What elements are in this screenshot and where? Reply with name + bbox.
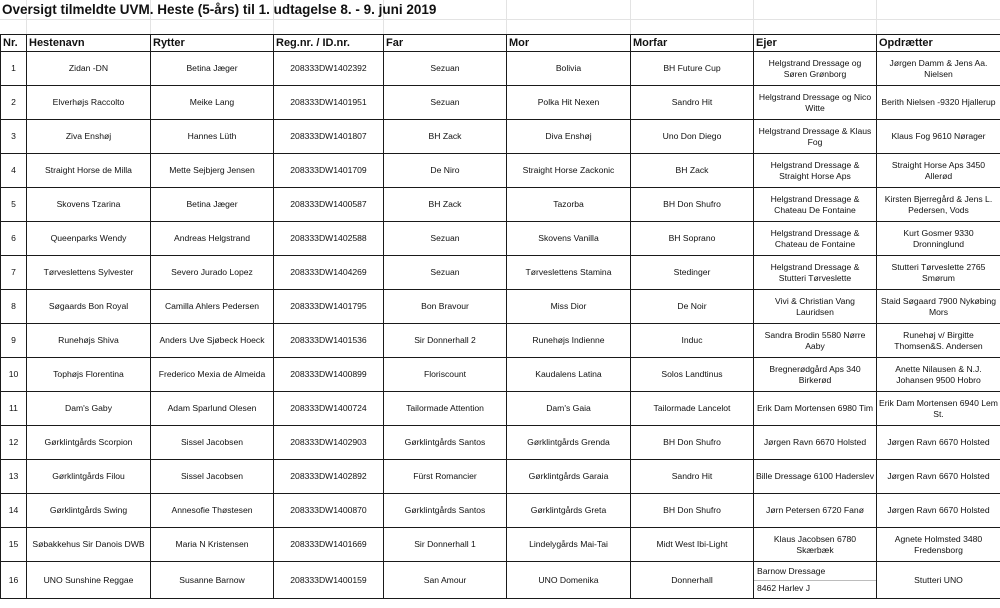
- dam-sire-cell: Tailormade Lancelot: [631, 392, 754, 426]
- header-col-rytter: Rytter: [151, 35, 274, 52]
- owner-cell: Bille Dressage 6100 Haderslev: [754, 460, 877, 494]
- sire-cell: BH Zack: [384, 188, 507, 222]
- dam-cell: Bolivia: [507, 52, 631, 86]
- table-row: [1, 86, 1000, 120]
- nr-cell: 5: [1, 188, 27, 222]
- horse-name-cell: Straight Horse de Milla: [27, 154, 151, 188]
- table-row: [1, 154, 1000, 188]
- rider-cell: Sissel Jacobsen: [151, 426, 274, 460]
- dam-sire-cell: Midt West Ibi-Light: [631, 528, 754, 562]
- rider-cell: Frederico Mexia de Almeida: [151, 358, 274, 392]
- sire-cell: Sezuan: [384, 222, 507, 256]
- breeder-cell: Staid Søgaard 7900 Nykøbing Mors: [877, 290, 1000, 324]
- dam-cell: Diva Enshøj: [507, 120, 631, 154]
- rider-cell: Betina Jæger: [151, 188, 274, 222]
- table-row: [1, 188, 1000, 222]
- dam-cell: Polka Hit Nexen: [507, 86, 631, 120]
- table-row: [1, 392, 1000, 426]
- rider-cell: Camilla Ahlers Pedersen: [151, 290, 274, 324]
- breeder-cell: Jørgen Ravn 6670 Holsted: [877, 494, 1000, 528]
- nr-cell: 12: [1, 426, 27, 460]
- dam-sire-cell: Solos Landtinus: [631, 358, 754, 392]
- sire-cell: Sezuan: [384, 256, 507, 290]
- rider-cell: Andreas Helgstrand: [151, 222, 274, 256]
- nr-cell: 4: [1, 154, 27, 188]
- reg-id-cell: 208333DW1401669: [274, 528, 384, 562]
- reg-id-cell: 208333DW1402392: [274, 52, 384, 86]
- nr-cell: 6: [1, 222, 27, 256]
- breeder-cell: Straight Horse Aps 3450 Allerød: [877, 154, 1000, 188]
- sire-cell: Bon Bravour: [384, 290, 507, 324]
- header-col-opdraetter: Opdrætter: [877, 35, 1000, 52]
- nr-cell: 11: [1, 392, 27, 426]
- header-col-morfar: Morfar: [631, 35, 754, 52]
- dam-sire-cell: Uno Don Diego: [631, 120, 754, 154]
- sire-cell: De Niro: [384, 154, 507, 188]
- sire-cell: Gørklintgårds Santos: [384, 494, 507, 528]
- nr-cell: 14: [1, 494, 27, 528]
- sire-cell: BH Zack: [384, 120, 507, 154]
- registrations-table: [0, 34, 1000, 599]
- dam-cell: Gørklintgårds Garaia: [507, 460, 631, 494]
- header-col-ejer: Ejer: [754, 35, 877, 52]
- horse-name-cell: UNO Sunshine Reggae: [27, 562, 151, 599]
- rider-cell: Maria N Kristensen: [151, 528, 274, 562]
- horse-name-cell: Gørklintgårds Swing: [27, 494, 151, 528]
- sire-cell: Sezuan: [384, 52, 507, 86]
- table-row: [1, 494, 1000, 528]
- table-row: [1, 426, 1000, 460]
- rider-cell: Betina Jæger: [151, 52, 274, 86]
- breeder-cell: Jørgen Ravn 6670 Holsted: [877, 460, 1000, 494]
- dam-cell: Gørklintgårds Grenda: [507, 426, 631, 460]
- table-row: [1, 256, 1000, 290]
- owner-cell: Jørgen Ravn 6670 Holsted: [754, 426, 877, 460]
- rider-cell: Hannes Lüth: [151, 120, 274, 154]
- dam-cell: Miss Dior: [507, 290, 631, 324]
- header-col-nr: Nr.: [1, 35, 27, 52]
- horse-name-cell: Gørklintgårds Filou: [27, 460, 151, 494]
- table-row: [1, 222, 1000, 256]
- owner-line: Barnow Dressage: [757, 566, 826, 576]
- horse-name-cell: Gørklintgårds Scorpion: [27, 426, 151, 460]
- dam-sire-cell: BH Zack: [631, 154, 754, 188]
- breeder-cell: Klaus Fog 9610 Nørager: [877, 120, 1000, 154]
- horse-name-cell: Søbakkehus Sir Danois DWB: [27, 528, 151, 562]
- nr-cell: 8: [1, 290, 27, 324]
- rider-cell: Adam Sparlund Olesen: [151, 392, 274, 426]
- owner-line: 8462 Harlev J: [754, 580, 876, 597]
- table-row: [1, 528, 1000, 562]
- rider-cell: Annesofie Thøstesen: [151, 494, 274, 528]
- table-row: [1, 290, 1000, 324]
- dam-cell: Lindelygårds Mai-Tai: [507, 528, 631, 562]
- owner-cell: Bregnerødgård Aps 340 Birkerød: [754, 358, 877, 392]
- owner-cell: Helgstrand Dressage & Stutteri Tørveslette: [754, 256, 877, 290]
- horse-name-cell: Ziva Enshøj: [27, 120, 151, 154]
- owner-cell: Helgstrand Dressage & Chateau De Fontaine: [754, 188, 877, 222]
- table-row: [1, 324, 1000, 358]
- rider-cell: Sissel Jacobsen: [151, 460, 274, 494]
- dam-cell: Straight Horse Zackonic: [507, 154, 631, 188]
- sire-cell: San Amour: [384, 562, 507, 599]
- nr-cell: 15: [1, 528, 27, 562]
- reg-id-cell: 208333DW1400724: [274, 392, 384, 426]
- owner-cell: Erik Dam Mortensen 6980 Tim: [754, 392, 877, 426]
- dam-sire-cell: Induc: [631, 324, 754, 358]
- breeder-cell: Agnete Holmsted 3480 Fredensborg: [877, 528, 1000, 562]
- dam-cell: Runehøjs Indienne: [507, 324, 631, 358]
- owner-cell: Helgstrand Dressage & Straight Horse Aps: [754, 154, 877, 188]
- header-col-hestenavn: Hestenavn: [27, 35, 151, 52]
- sire-cell: Floriscount: [384, 358, 507, 392]
- horse-name-cell: Tophøjs Florentina: [27, 358, 151, 392]
- reg-id-cell: 208333DW1402588: [274, 222, 384, 256]
- breeder-cell: Kurt Gosmer 9330 Dronninglund: [877, 222, 1000, 256]
- nr-cell: 10: [1, 358, 27, 392]
- dam-sire-cell: BH Future Cup: [631, 52, 754, 86]
- owner-cell: Helgstrand Dressage & Chateau de Fontaine: [754, 222, 877, 256]
- sire-cell: Gørklintgårds Santos: [384, 426, 507, 460]
- breeder-cell: Anette Nilausen & N.J. Johansen 9500 Hobro: [877, 358, 1000, 392]
- reg-id-cell: 208333DW1400159: [274, 562, 384, 599]
- dam-sire-cell: De Noir: [631, 290, 754, 324]
- reg-id-cell: 208333DW1402892: [274, 460, 384, 494]
- rider-cell: Susanne Barnow: [151, 562, 274, 599]
- reg-id-cell: 208333DW1401951: [274, 86, 384, 120]
- nr-cell: 13: [1, 460, 27, 494]
- sheet-title: Oversigt tilmeldte UVM. Heste (5-års) til 1. udtagelse 8. - 9. juni 2019: [2, 2, 437, 17]
- nr-cell: 1: [1, 52, 27, 86]
- reg-id-cell: 208333DW1401795: [274, 290, 384, 324]
- owner-cell: Jørn Petersen 6720 Fanø: [754, 494, 877, 528]
- nr-cell: 16: [1, 562, 27, 599]
- rider-cell: Anders Uve Sjøbeck Hoeck: [151, 324, 274, 358]
- reg-id-cell: 208333DW1402903: [274, 426, 384, 460]
- table-row: [1, 460, 1000, 494]
- horse-name-cell: Søgaards Bon Royal: [27, 290, 151, 324]
- reg-id-cell: 208333DW1400899: [274, 358, 384, 392]
- nr-cell: 9: [1, 324, 27, 358]
- header-col-regnr: Reg.nr. / ID.nr.: [274, 35, 384, 52]
- dam-cell: Gørklintgårds Greta: [507, 494, 631, 528]
- breeder-cell: Stutteri Tørveslette 2765 Smørum: [877, 256, 1000, 290]
- dam-sire-cell: Sandro Hit: [631, 460, 754, 494]
- dam-sire-cell: BH Don Shufro: [631, 188, 754, 222]
- sire-cell: Fürst Romancier: [384, 460, 507, 494]
- horse-name-cell: Tørveslettens Sylvester: [27, 256, 151, 290]
- reg-id-cell: 208333DW1400587: [274, 188, 384, 222]
- reg-id-cell: 208333DW1401807: [274, 120, 384, 154]
- table-row: [1, 120, 1000, 154]
- rider-cell: Mette Sejbjerg Jensen: [151, 154, 274, 188]
- owner-cell: Vivi & Christian Vang Lauridsen: [754, 290, 877, 324]
- dam-sire-cell: BH Don Shufro: [631, 426, 754, 460]
- rider-cell: Meike Lang: [151, 86, 274, 120]
- reg-id-cell: 208333DW1401709: [274, 154, 384, 188]
- header-row: [1, 35, 1000, 52]
- horse-name-cell: Queenparks Wendy: [27, 222, 151, 256]
- reg-id-cell: 208333DW1400870: [274, 494, 384, 528]
- dam-sire-cell: Sandro Hit: [631, 86, 754, 120]
- reg-id-cell: 208333DW1401536: [274, 324, 384, 358]
- owner-cell: Helgstrand Dressage & Klaus Fog: [754, 120, 877, 154]
- dam-sire-cell: BH Soprano: [631, 222, 754, 256]
- nr-cell: 7: [1, 256, 27, 290]
- dam-cell: UNO Domenika: [507, 562, 631, 599]
- table-row: [1, 52, 1000, 86]
- rider-cell: Severo Jurado Lopez: [151, 256, 274, 290]
- horse-name-cell: Skovens Tzarina: [27, 188, 151, 222]
- reg-id-cell: 208333DW1404269: [274, 256, 384, 290]
- sire-cell: Sezuan: [384, 86, 507, 120]
- header-col-far: Far: [384, 35, 507, 52]
- breeder-cell: Stutteri UNO: [877, 562, 1000, 599]
- dam-sire-cell: BH Don Shufro: [631, 494, 754, 528]
- nr-cell: 3: [1, 120, 27, 154]
- owner-cell: [754, 562, 877, 599]
- header-col-mor: Mor: [507, 35, 631, 52]
- breeder-cell: Runehøj v/ Birgitte Thomsen&S. Andersen: [877, 324, 1000, 358]
- sire-cell: Tailormade Attention: [384, 392, 507, 426]
- horse-name-cell: Runehøjs Shiva: [27, 324, 151, 358]
- sire-cell: Sir Donnerhall 2: [384, 324, 507, 358]
- breeder-cell: Kirsten Bjerregård & Jens L. Pedersen, Vods: [877, 188, 1000, 222]
- owner-cell: Klaus Jacobsen 6780 Skærbæk: [754, 528, 877, 562]
- breeder-cell: Erik Dam Mortensen 6940 Lem St.: [877, 392, 1000, 426]
- owner-cell: Helgstrand Dressage og Nico Witte: [754, 86, 877, 120]
- dam-cell: Skovens Vanilla: [507, 222, 631, 256]
- dam-cell: Dam's Gaia: [507, 392, 631, 426]
- dam-cell: Kaudalens Latina: [507, 358, 631, 392]
- dam-sire-cell: Stedinger: [631, 256, 754, 290]
- owner-cell: Helgstrand Dressage og Søren Grønborg: [754, 52, 877, 86]
- horse-name-cell: Zidan -DN: [27, 52, 151, 86]
- dam-cell: Tørveslettens Stamina: [507, 256, 631, 290]
- dam-cell: Tazorba: [507, 188, 631, 222]
- breeder-cell: Jørgen Ravn 6670 Holsted: [877, 426, 1000, 460]
- sire-cell: Sir Donnerhall 1: [384, 528, 507, 562]
- owner-cell: Sandra Brodin 5580 Nørre Aaby: [754, 324, 877, 358]
- horse-name-cell: Dam's Gaby: [27, 392, 151, 426]
- table-row: [1, 358, 1000, 392]
- nr-cell: 2: [1, 86, 27, 120]
- breeder-cell: Jørgen Damm & Jens Aa. Nielsen: [877, 52, 1000, 86]
- horse-name-cell: Elverhøjs Raccolto: [27, 86, 151, 120]
- breeder-cell: Berith Nielsen -9320 Hjallerup: [877, 86, 1000, 120]
- dam-sire-cell: Donnerhall: [631, 562, 754, 599]
- table-body: [1, 52, 1000, 599]
- table-row: [1, 562, 1000, 599]
